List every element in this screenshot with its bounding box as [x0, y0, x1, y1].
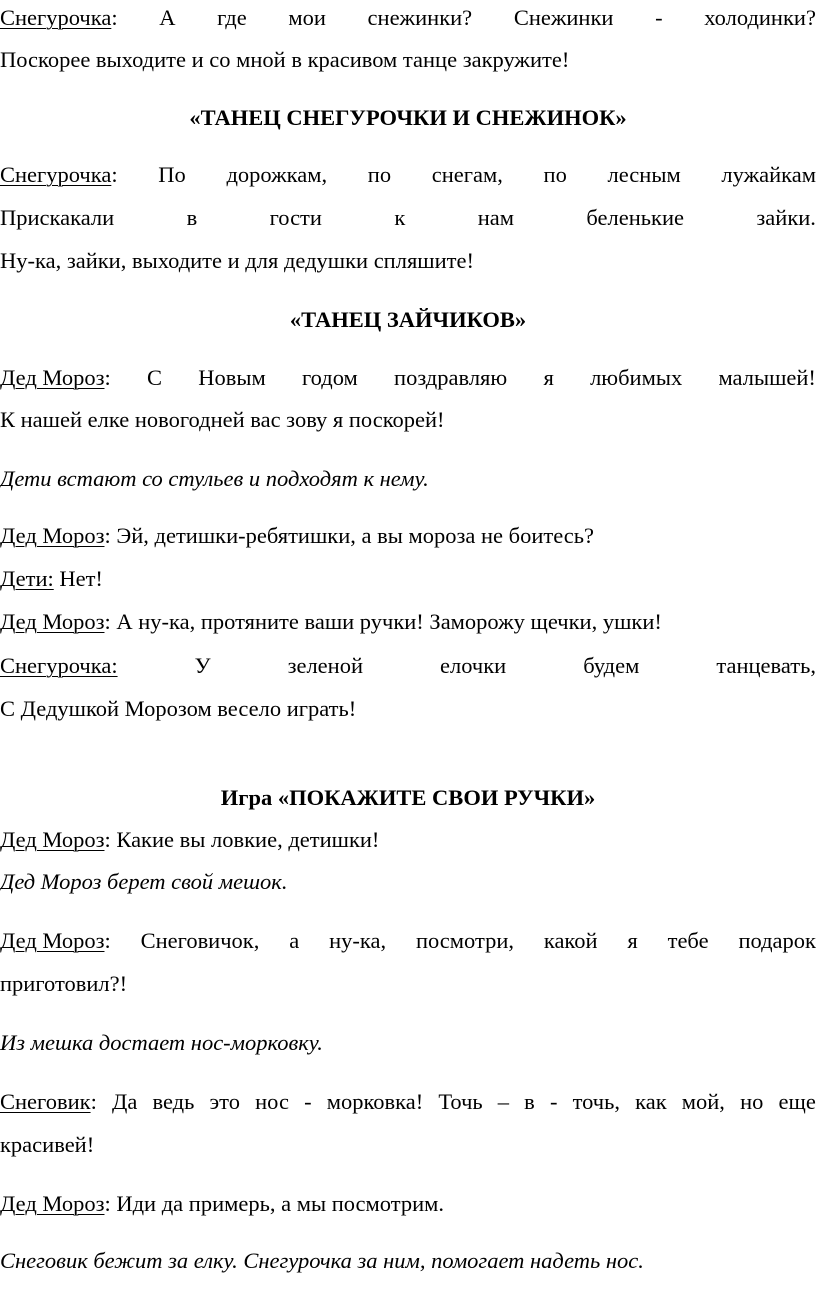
word: холодинки?	[704, 5, 816, 30]
word: посмотри,	[415, 928, 514, 953]
word: тебе	[667, 928, 709, 953]
dialogue-line	[0, 825, 816, 855]
word: мой,	[681, 1089, 725, 1114]
word: гости	[269, 205, 322, 230]
word: мои	[288, 5, 326, 30]
speaker-name: Снеговик:	[0, 1089, 97, 1114]
dialogue-text: : Эй, детишки-ребятишки, а вы мороза не боитесь?	[104, 523, 594, 548]
word: -	[655, 5, 663, 30]
paragraph-line: Поскорее выходите и со мной в красивом танце закружите!	[0, 47, 570, 72]
stage-direction: Дед Мороз берет свой мешок.	[0, 869, 288, 894]
paragraph-line: красивей!	[0, 1132, 95, 1157]
word: точь,	[572, 1089, 620, 1114]
speaker-name: Дети:	[0, 566, 54, 591]
stage-direction: Дети встают со стульев и подходят к нему.	[0, 466, 429, 491]
word: но	[740, 1089, 764, 1114]
paragraph-line	[0, 160, 816, 190]
paragraph-line: приготовил?!	[0, 971, 128, 996]
word: годом	[302, 365, 358, 390]
speaker-name: Дед Мороз	[0, 523, 105, 548]
word: зайки.	[756, 205, 816, 230]
word: По	[158, 162, 186, 187]
paragraph-line	[0, 651, 816, 681]
section-heading: Игра «ПОКАЖИТЕ СВОИ РУЧКИ»	[220, 785, 596, 810]
word: а	[289, 928, 300, 953]
word: Снежинки	[513, 5, 614, 30]
dialogue-text: : Иди да примерь, а мы посмотрим.	[104, 1191, 444, 1216]
word: еще	[778, 1089, 816, 1114]
dialogue-line	[0, 564, 816, 594]
word: снежинки?	[367, 5, 473, 30]
word: как	[635, 1089, 667, 1114]
word: –	[497, 1089, 510, 1114]
speaker-name: Снегурочка:	[0, 653, 118, 678]
stage-direction: Снеговик бежит за елку. Снегурочка за ним, помогает надеть нос.	[0, 1248, 644, 1273]
paragraph-line	[0, 363, 816, 393]
word: где	[217, 5, 247, 30]
word: дорожкам,	[226, 162, 328, 187]
speaker-name: Дед Мороз:	[0, 365, 111, 390]
paragraph-line: С Дедушкой Морозом весело играть!	[0, 696, 357, 721]
speaker-name: Снегурочка:	[0, 5, 118, 30]
word: малышей!	[718, 365, 816, 390]
dialogue-text: : А ну-ка, протяните ваши ручки! Заморожу щечки, ушки!	[104, 609, 662, 634]
speaker-name: Дед Мороз	[0, 827, 105, 852]
word: морковка!	[326, 1089, 424, 1114]
word: снегам,	[431, 162, 503, 187]
speaker-name: Дед Мороз:	[0, 928, 111, 953]
word: елочки	[440, 653, 507, 678]
word: лесным	[607, 162, 681, 187]
word: будем	[583, 653, 640, 678]
word: Точь	[438, 1089, 483, 1114]
word: я	[627, 928, 638, 953]
word: нос	[255, 1089, 289, 1114]
word: С	[147, 365, 163, 390]
paragraph-line	[0, 1087, 816, 1117]
section-heading: «ТАНЕЦ СНЕГУРОЧКИ И СНЕЖИНОК»	[189, 105, 627, 130]
word: к	[394, 205, 406, 230]
word: поздравляю	[394, 365, 508, 390]
paragraph-line	[0, 203, 816, 233]
paragraph-line	[0, 3, 816, 33]
speaker-name: Дед Мороз	[0, 1191, 105, 1216]
word: в	[186, 205, 198, 230]
word: беленькие	[586, 205, 684, 230]
word: танцевать,	[716, 653, 816, 678]
dialogue-line	[0, 521, 816, 551]
word: любимых	[590, 365, 683, 390]
dialogue-text: : Какие вы ловкие, детишки!	[104, 827, 380, 852]
paragraph-line: К нашей елке новогодней вас зову я поскорей!	[0, 407, 445, 432]
stage-direction: Из мешка достает нос-морковку.	[0, 1030, 323, 1055]
dialogue-line	[0, 1189, 816, 1219]
word: какой	[543, 928, 598, 953]
word: по	[543, 162, 567, 187]
word: ну-ка,	[329, 928, 387, 953]
word: Да	[111, 1089, 138, 1114]
dialogue-text: Нет!	[53, 566, 103, 591]
word: Прискакали	[0, 205, 115, 230]
word: в	[524, 1089, 535, 1114]
word: У	[194, 653, 211, 678]
word: это	[209, 1089, 240, 1114]
speaker-name: Снегурочка:	[0, 162, 118, 187]
word: ведь	[152, 1089, 195, 1114]
word: Новым	[198, 365, 266, 390]
word: Снеговичок,	[140, 928, 260, 953]
word: зеленой	[287, 653, 363, 678]
word: я	[543, 365, 554, 390]
speaker-name: Дед Мороз	[0, 609, 105, 634]
word: -	[304, 1089, 312, 1114]
word: А	[159, 5, 176, 30]
dialogue-line	[0, 607, 816, 637]
word: лужайкам	[721, 162, 816, 187]
word: по	[367, 162, 392, 187]
section-heading: «ТАНЕЦ ЗАЙЧИКОВ»	[289, 307, 527, 332]
word: нам	[477, 205, 514, 230]
paragraph-line: Ну-ка, зайки, выходите и для дедушки спляшите!	[0, 248, 474, 273]
word: -	[549, 1089, 558, 1114]
paragraph-line	[0, 926, 816, 956]
word: подарок	[738, 928, 816, 953]
